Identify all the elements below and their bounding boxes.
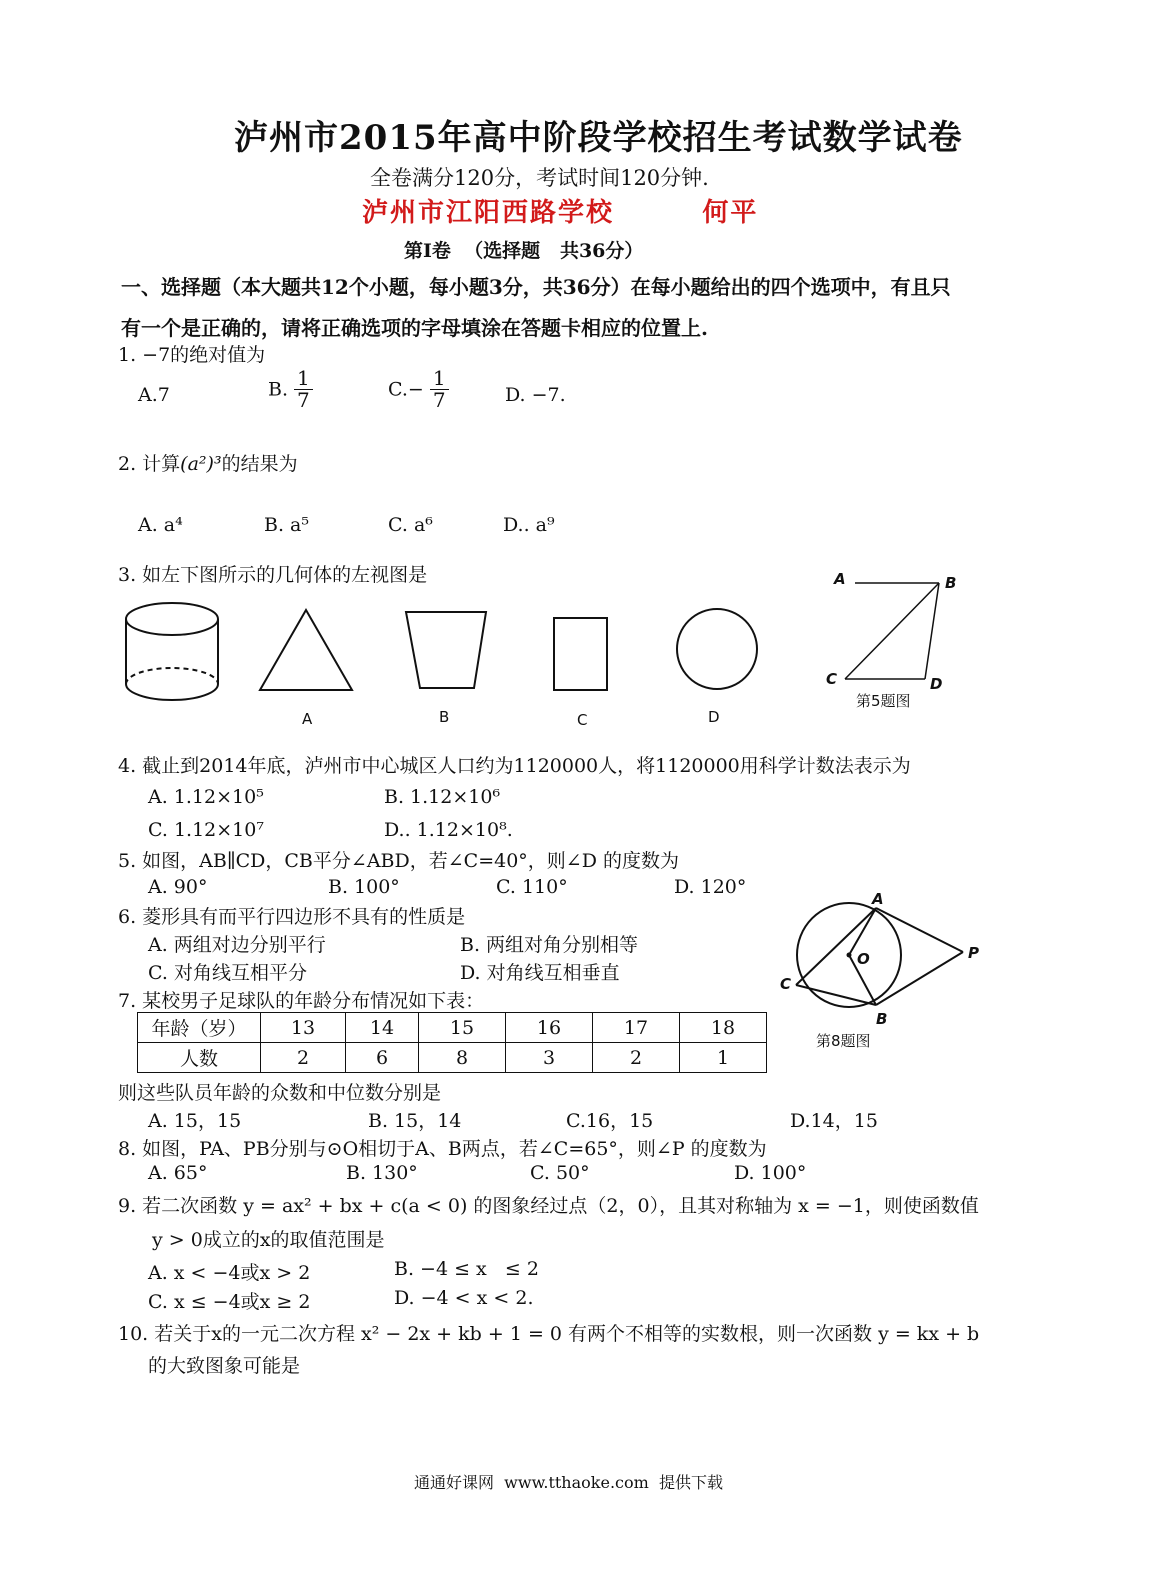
- q2-stem-prefix: 2. 计算: [118, 453, 181, 475]
- q3-label-b: B: [439, 708, 450, 726]
- table-cell: 15: [419, 1013, 506, 1043]
- age-table: [137, 1012, 767, 1073]
- table-cell: 6: [346, 1043, 419, 1073]
- table-cell: 8: [419, 1043, 506, 1073]
- table-header-count: 人数: [138, 1043, 261, 1073]
- q8-option-c: C. 50°: [530, 1162, 590, 1184]
- q1-option-a: A.7: [138, 384, 170, 406]
- q4-stem: 4. 截止到2014年底，泸州市中心城区人口约为1120000人，将1120000用科学计数法表示为: [118, 755, 911, 777]
- fig5-caption: 第5题图: [856, 692, 911, 710]
- exam-info: 全卷满分120分，考试时间120分钟.: [370, 166, 709, 190]
- q2-option-b: B. a⁵: [264, 514, 309, 536]
- page-title: 泸州市2015年高中阶段学校招生考试数学试卷: [234, 118, 963, 158]
- q1-option-b-numerator: 1: [294, 368, 313, 390]
- author-line: 泸州市江阳西路学校 何平: [362, 198, 759, 228]
- fig8-point-c: C: [780, 975, 792, 993]
- q7-option-b: B. 15，14: [368, 1110, 462, 1132]
- q2-option-c: C. a⁶: [388, 514, 433, 536]
- q6-stem: 6. 菱形具有而平行四边形不具有的性质是: [118, 906, 466, 928]
- q9-option-d: D. −4 < x < 2.: [394, 1287, 534, 1309]
- fig5-point-c: C: [826, 670, 838, 688]
- fig8-point-b: B: [876, 1010, 888, 1028]
- q5-stem: 5. 如图，AB∥CD，CB平分∠ABD，若∠C=40°，则∠D 的度数为: [118, 850, 679, 872]
- q5-option-a: A. 90°: [148, 876, 208, 898]
- q7-option-a: A. 15，15: [148, 1110, 242, 1132]
- q2-stem-suffix: 的结果为: [221, 453, 298, 475]
- page-footer: 通通好课网 www.tthaoke.com 提供下载: [414, 1473, 723, 1492]
- q1-option-b-prefix: B.: [268, 378, 289, 401]
- table-cell: 2: [261, 1043, 346, 1073]
- q3-label-a: A: [302, 710, 313, 728]
- q8-option-d: D. 100°: [734, 1162, 807, 1184]
- q8-option-b: B. 130°: [346, 1162, 418, 1184]
- q10-stem-line2: 的大致图象可能是: [148, 1355, 301, 1377]
- table-row: [138, 1043, 767, 1073]
- q5-option-d: D. 120°: [674, 876, 747, 898]
- q1-option-c-prefix: C.−: [388, 378, 424, 401]
- q7-option-c: C.16，15: [566, 1110, 654, 1132]
- q6-option-b: B. 两组对角分别相等: [460, 934, 639, 956]
- q1-stem: 1. −7的绝对值为: [118, 344, 266, 366]
- q3-stem: 3. 如左下图所示的几何体的左视图是: [118, 564, 428, 586]
- table-header-age: 年龄（岁）: [138, 1013, 261, 1043]
- q2-option-a: A. a⁴: [138, 514, 183, 536]
- q9-option-a: A. x < −4或x > 2: [148, 1262, 311, 1284]
- q4-option-b: B. 1.12×10⁶: [384, 786, 501, 808]
- table-cell: 2: [593, 1043, 680, 1073]
- q10-stem-line1: 10. 若关于x的一元二次方程 x² − 2x + kb + 1 = 0 有两个不相等的实数根，则一次函数 y = kx + b: [118, 1323, 980, 1345]
- q7-question: 则这些队员年龄的众数和中位数分别是: [118, 1082, 442, 1104]
- q6-option-a: A. 两组对边分别平行: [148, 934, 326, 956]
- q8-option-a: A. 65°: [148, 1162, 208, 1184]
- q9-option-b: B. −4 ≤ x ≤ 2: [394, 1258, 539, 1280]
- q1-option-b-denominator: 7: [297, 388, 310, 412]
- section-instructions-line1: 一、选择题（本大题共12个小题，每小题3分，共36分）在每小题给出的四个选项中，有且只: [121, 275, 951, 299]
- q7-stem: 7. 某校男子足球队的年龄分布情况如下表：: [118, 990, 485, 1012]
- q3-label-c: C: [577, 711, 588, 729]
- fig8-point-o: O: [857, 950, 870, 968]
- table-cell: 3: [506, 1043, 593, 1073]
- q2-stem-expression: (a²)³: [180, 453, 222, 475]
- q5-option-b: B. 100°: [328, 876, 400, 898]
- table-cell: 14: [346, 1013, 419, 1043]
- fig8-caption: 第8题图: [816, 1032, 871, 1050]
- q1-option-c-numerator: 1: [430, 368, 449, 390]
- section-instructions-line2: 有一个是正确的，请将正确选项的字母填涂在答题卡相应的位置上.: [121, 316, 708, 340]
- q6-option-d: D. 对角线互相垂直: [460, 962, 620, 984]
- fig5-point-b: B: [945, 574, 957, 592]
- q9-option-c: C. x ≤ −4或x ≥ 2: [148, 1291, 311, 1313]
- fig8-point-p: P: [968, 944, 979, 962]
- q9-stem-line1: 9. 若二次函数 y = ax² + bx + c(a < 0) 的图象经过点（2，0），且其对称轴为 x = −1，则使函数值: [118, 1195, 979, 1217]
- q4-option-a: A. 1.12×10⁵: [148, 786, 264, 808]
- fig8-point-a: A: [872, 890, 884, 908]
- table-row: [138, 1013, 767, 1043]
- q5-option-c: C. 110°: [496, 876, 568, 898]
- q1-option-c-denominator: 7: [432, 388, 446, 412]
- q9-stem-line2: y > 0成立的x的取值范围是: [152, 1229, 385, 1251]
- q4-option-c: C. 1.12×10⁷: [148, 819, 264, 841]
- fig5-point-a: A: [834, 570, 846, 588]
- q4-option-d: D.. 1.12×10⁸.: [384, 819, 513, 841]
- table-cell: 17: [593, 1013, 680, 1043]
- table-cell: 18: [680, 1013, 767, 1043]
- q7-option-d: D.14，15: [790, 1110, 878, 1132]
- fig5-point-d: D: [930, 675, 943, 693]
- q1-option-d: D. −7.: [505, 384, 566, 406]
- table-cell: 1: [680, 1043, 767, 1073]
- volume-heading: 第Ⅰ卷 （选择题 共36分）: [404, 240, 644, 262]
- q3-label-d: D: [708, 708, 720, 726]
- q2-option-d: D.. a⁹: [503, 514, 555, 536]
- table-cell: 16: [506, 1013, 593, 1043]
- q6-option-c: C. 对角线互相平分: [148, 962, 307, 984]
- q8-stem: 8. 如图，PA、PB分别与⊙O相切于A、B两点，若∠C=65°，则∠P 的度数为: [118, 1138, 767, 1160]
- table-cell: 13: [261, 1013, 346, 1043]
